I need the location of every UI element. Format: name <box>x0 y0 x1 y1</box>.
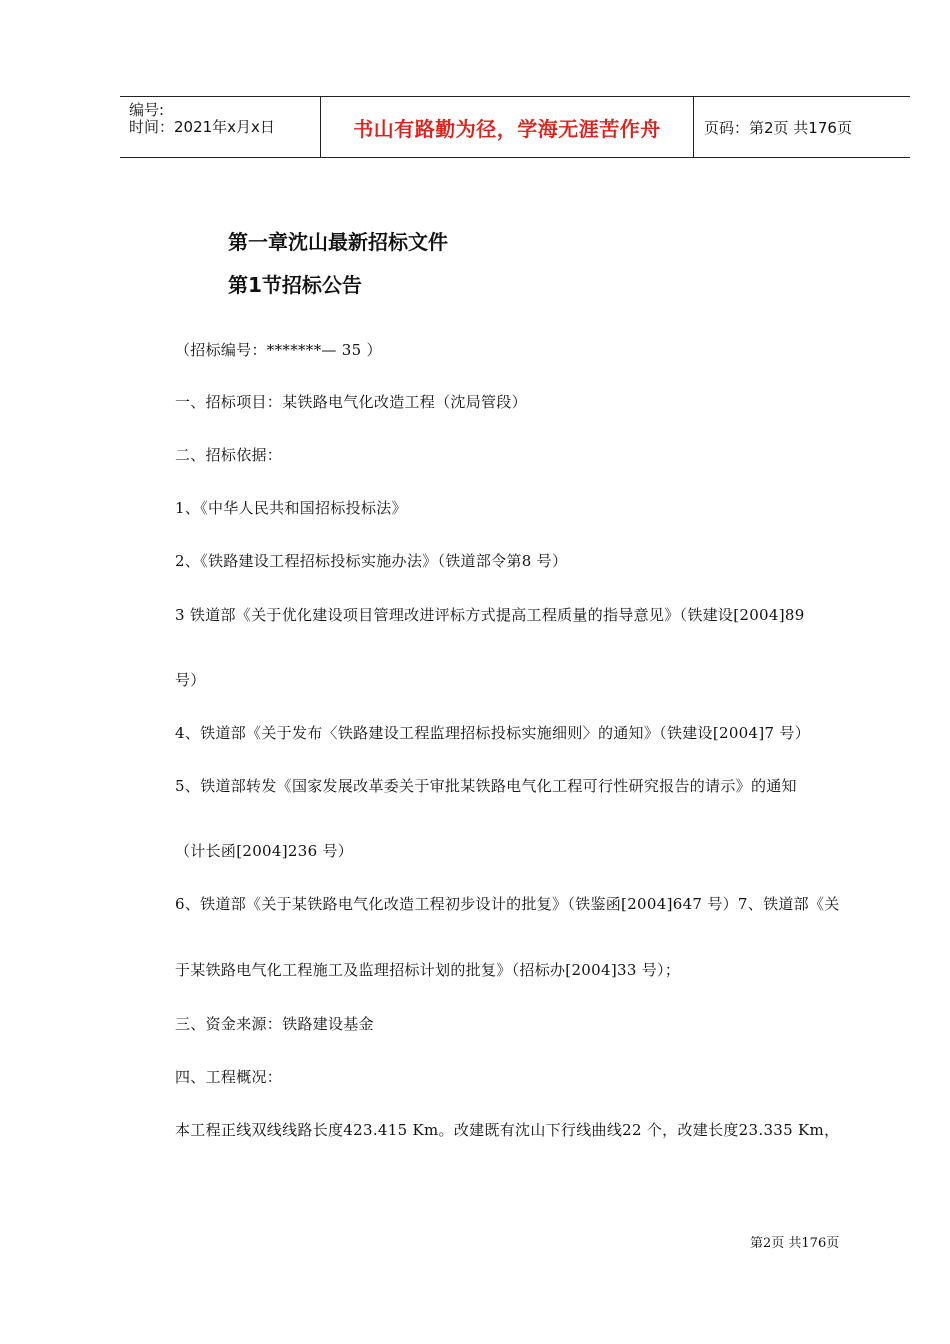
paragraph-funding: 三、资金来源：铁路建设基金 <box>175 1015 374 1033</box>
paragraph-bid-basis-heading: 二、招标依据： <box>175 446 283 464</box>
paragraph-basis-1: 1、《中华人民共和国招标投标法》 <box>175 499 407 517</box>
paragraph-basis-7-cont: 于某铁路电气化工程施工及监理招标计划的批复》（招标办[2004]33 号）； <box>175 961 681 979</box>
section-title: 第1节招标公告 <box>228 273 362 297</box>
paragraph-basis-3-cont: 号） <box>175 671 206 689</box>
header-motto: 书山有路勤为径，学海无涯苦作舟 <box>353 116 661 141</box>
paragraph-bid-number: （招标编号：*******— 35 ） <box>175 341 382 359</box>
paragraph-basis-5-cont: （计长函[2004]236 号） <box>175 842 354 860</box>
paragraph-basis-6-7: 6、铁道部《关于某铁路电气化改造工程初步设计的批复》（铁鉴函[2004]647 号）7、铁道部《关 <box>175 895 840 913</box>
header-number-label: 编号: <box>129 101 165 119</box>
header-motto-cell <box>321 97 694 157</box>
header-time-label: 时间：2021年x月x日 <box>129 118 275 136</box>
paragraph-overview: 本工程正线双线线路长度423.415 Km。改建既有沈山下行线曲线22 个，改建长度23.335 Km， <box>175 1121 840 1139</box>
header-page-label: 页码：第2页 共176页 <box>704 118 852 137</box>
paragraph-basis-3: 3 铁道部《关于优化建设项目管理改进评标方式提高工程质量的指导意见》（铁建设[2004]89 <box>175 606 805 624</box>
chapter-title: 第一章沈山最新招标文件 <box>228 230 448 254</box>
paragraph-basis-5: 5、铁道部转发《国家发展改革委关于审批某铁路电气化工程可行性研究报告的请示》的通知 <box>175 777 797 795</box>
paragraph-basis-4: 4、铁道部《关于发布〈铁路建设工程监理招标投标实施细则〉的通知》（铁建设[2004]7 号） <box>175 724 811 742</box>
paragraph-overview-heading: 四、工程概况： <box>175 1068 283 1086</box>
paragraph-basis-2: 2、《铁路建设工程招标投标实施办法》（铁道部令第8 号） <box>175 552 568 570</box>
paragraph-bid-project: 一、招标项目：某铁路电气化改造工程（沈局管段） <box>175 393 527 411</box>
footer-page-label: 第2页 共176页 <box>750 1236 840 1251</box>
header-page-cell <box>694 97 910 157</box>
header-meta <box>120 97 321 157</box>
document-header <box>120 96 910 158</box>
